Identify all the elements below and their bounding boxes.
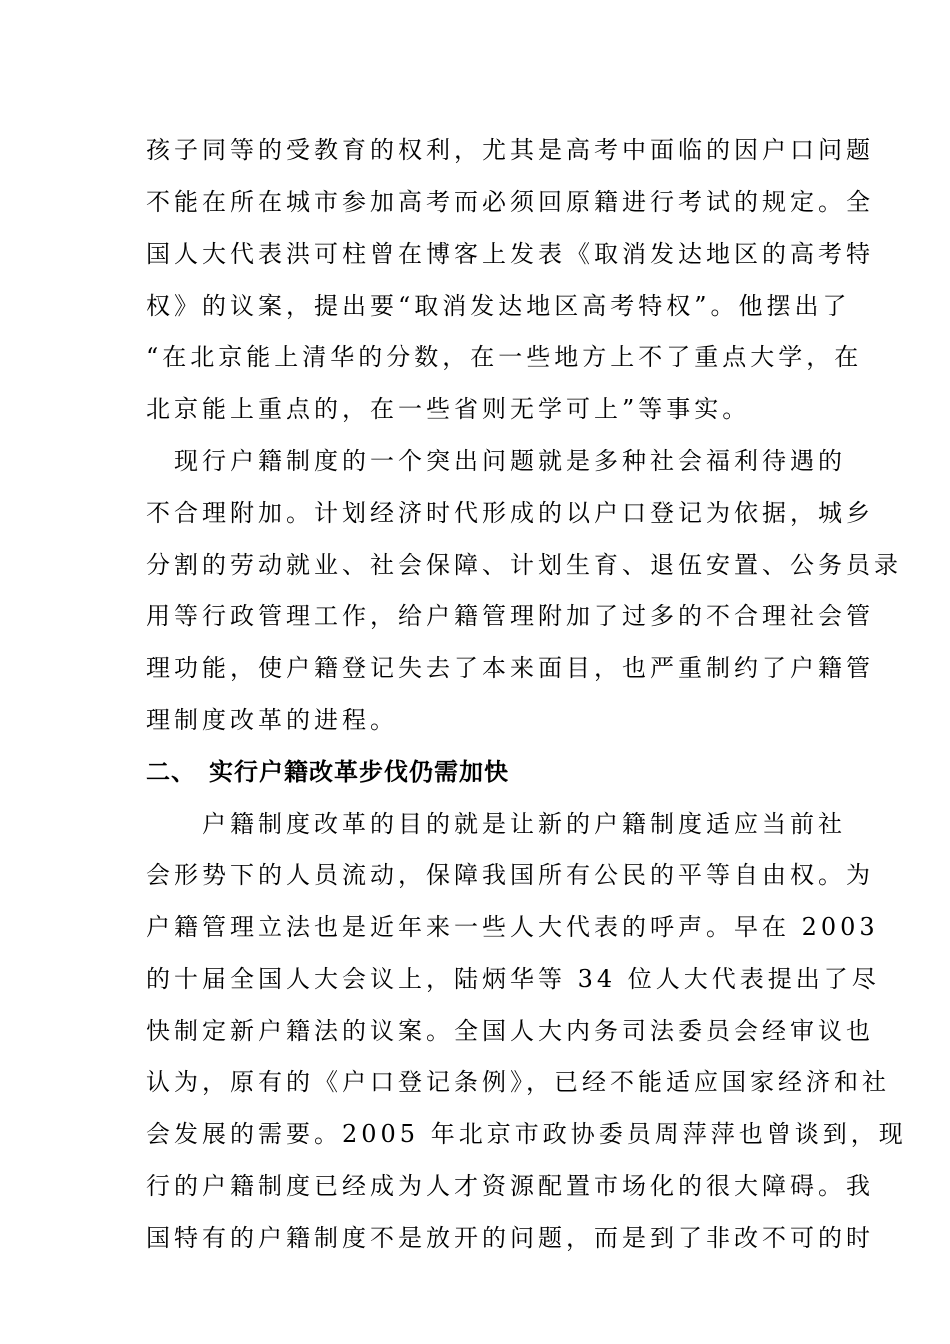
section-heading: 二、 实行户籍改革步伐仍需加快 xyxy=(146,758,509,786)
text-line: 行的户籍制度已经成为人才资源配置市场化的很大障碍。我 xyxy=(146,1172,874,1200)
text-line: 孩子同等的受教育的权利，尤其是高考中面临的因户口问题 xyxy=(146,136,874,164)
text-line: 快制定新户籍法的议案。全国人大内务司法委员会经审议也 xyxy=(146,1017,874,1045)
text-line: 会形势下的人员流动，保障我国所有公民的平等自由权。为 xyxy=(146,861,874,889)
text-line: 国人大代表洪可柱曾在博客上发表《取消发达地区的高考特 xyxy=(146,240,874,268)
text-line: 北京能上重点的，在一些省则无学可上”等事实。 xyxy=(146,395,751,423)
text-line: 国特有的户籍制度不是放开的问题，而是到了非改不可的时 xyxy=(146,1224,874,1252)
text-line: 的十届全国人大会议上，陆炳华等 34 位人大代表提出了尽 xyxy=(146,965,880,993)
text-line: “在北京能上清华的分数，在一些地方上不了重点大学，在 xyxy=(146,343,863,371)
text-line: 会发展的需要。2005 年北京市政协委员周萍萍也曾谈到，现 xyxy=(146,1120,907,1148)
text-line: 不合理附加。计划经济时代形成的以户口登记为依据，城乡 xyxy=(146,499,874,527)
text-line: 现行户籍制度的一个突出问题就是多种社会福利待遇的 xyxy=(146,447,846,475)
text-line: 分割的劳动就业、社会保障、计划生育、退伍安置、公务员录 xyxy=(146,551,902,579)
text-line: 权》的议案，提出要“取消发达地区高考特权”。他摆出了 xyxy=(146,292,851,320)
text-line: 户籍管理立法也是近年来一些人大代表的呼声。早在 2003 xyxy=(146,913,879,941)
text-line: 用等行政管理工作，给户籍管理附加了过多的不合理社会管 xyxy=(146,602,874,630)
text-line: 户籍制度改革的目的就是让新的户籍制度适应当前社 xyxy=(146,810,846,838)
text-line: 理功能，使户籍登记失去了本来面目，也严重制约了户籍管 xyxy=(146,654,874,682)
text-line: 不能在所在城市参加高考而必须回原籍进行考试的规定。全 xyxy=(146,188,874,216)
text-line: 认为，原有的《户口登记条例》，已经不能适应国家经济和社 xyxy=(146,1068,890,1096)
text-line: 理制度改革的进程。 xyxy=(146,706,398,734)
